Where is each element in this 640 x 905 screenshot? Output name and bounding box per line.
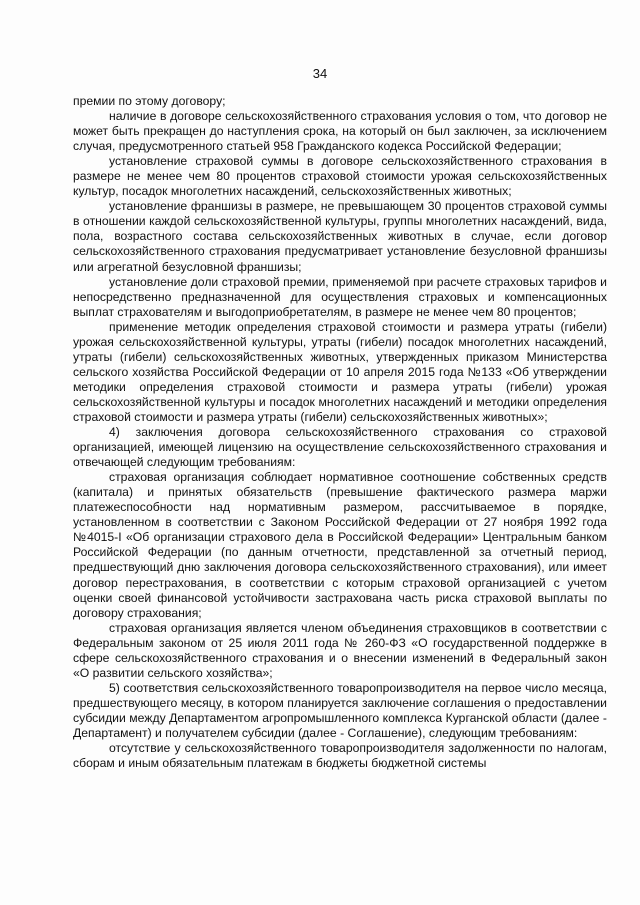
paragraph-3: установление страховой суммы в договоре сельскохозяйственного страхования в размере не менее чем 80 процентов страховой стоимости урожая сельскохозяйственных культур, посадок многолетних насаждений, сельскохозяйственных животных; — [73, 154, 607, 199]
paragraph-7: 4) заключения договора сельскохозяйственного страхования со страховой организацией, имеющей лицензию на осуществление сельскохозяйственного страхования и отвечающей следующим требованиям: — [73, 425, 607, 470]
paragraph-8: страховая организация соблюдает нормативное соотношение собственных средств (капитала) и принятых обязательств (превышение фактического размера маржи платежеспособности над нормативным размером, рассчитываемое в порядке, установленном в соответствии с Законом Российской Федерации от 27 ноября 1992 года №4015-I «Об организации страхового дела в Российской Федерации» Центральным банком Российской Федерации (по данным отчетности, представленной за отчетный период, предшествующий дню заключения договора сельскохозяйственного страхования), или имеет договор перестрахования, в соответствии с которым страховой организацией с учетом оценки своей финансовой устойчивости застрахована часть риска страховой выплаты по договору страхования; — [73, 470, 607, 620]
paragraph-9: страховая организация является членом объединения страховщиков в соответствии с Федеральным законом от 25 июля 2011 года № 260-ФЗ «О государственной поддержке в сфере сельскохозяйственного страхования и о внесении изменений в Федеральный закон «О развитии сельского хозяйства»; — [73, 620, 607, 680]
paragraph-6: применение методик определения страховой стоимости и размера утраты (гибели) урожая сельскохозяйственной культуры, утраты (гибели) посадок многолетних насаждений, утраты (гибели) сельскохозяйственных животных, утвержденных приказом Министерства сельского хозяйства Российской Федерации от 10 апреля 2015 года №133 «Об утверждении методики определения страховой стоимости и размера утраты (гибели) урожая сельскохозяйственной культуры и посадок многолетних насаждений и методики определения страховой стоимости и размера утраты (гибели) сельскохозяйственных животных»; — [73, 319, 607, 424]
paragraph-11: отсутствие у сельскохозяйственного товаропроизводителя задолженности по налогам, сборам и иным обязательным платежам в бюджеты бюджетной системы — [73, 741, 607, 771]
paragraph-10: 5) соответствия сельскохозяйственного товаропроизводителя на первое число месяца, предшествующего месяцу, в котором планируется заключение соглашения о предоставлении субсидии между Департаментом агропромышленного комплекса Курганской области (далее - Департамент) и получателем субсидии (далее - Соглашение), следующим требованиям: — [73, 680, 607, 740]
page-number: 34 — [312, 66, 328, 81]
document-body — [73, 94, 607, 771]
paragraph-2: наличие в договоре сельскохозяйственного страхования условия о том, что договор не может быть прекращен до наступления срока, на который он был заключен, за исключением случая, предусмотренного статьей 958 Гражданского кодекса Российской Федерации; — [73, 109, 607, 154]
paragraph-4: установление франшизы в размере, не превышающем 30 процентов страховой суммы в отношении каждой сельскохозяйственной культуры, группы многолетних насаждений, вида, пола, возрастного состава сельскохозяйственных животных в случае, если договор сельскохозяйственного страхования предусматривает установление безусловной франшизы или агрегатной безусловной франшизы; — [73, 199, 607, 274]
paragraph-1: премии по этому договору; — [73, 94, 226, 108]
paragraph-5: установление доли страховой премии, применяемой при расчете страховых тарифов и непосредственно предназначенной для осуществления страховых и компенсационных выплат страхователям и выгодоприобретателям, в размере не менее чем 80 процентов; — [73, 274, 607, 319]
